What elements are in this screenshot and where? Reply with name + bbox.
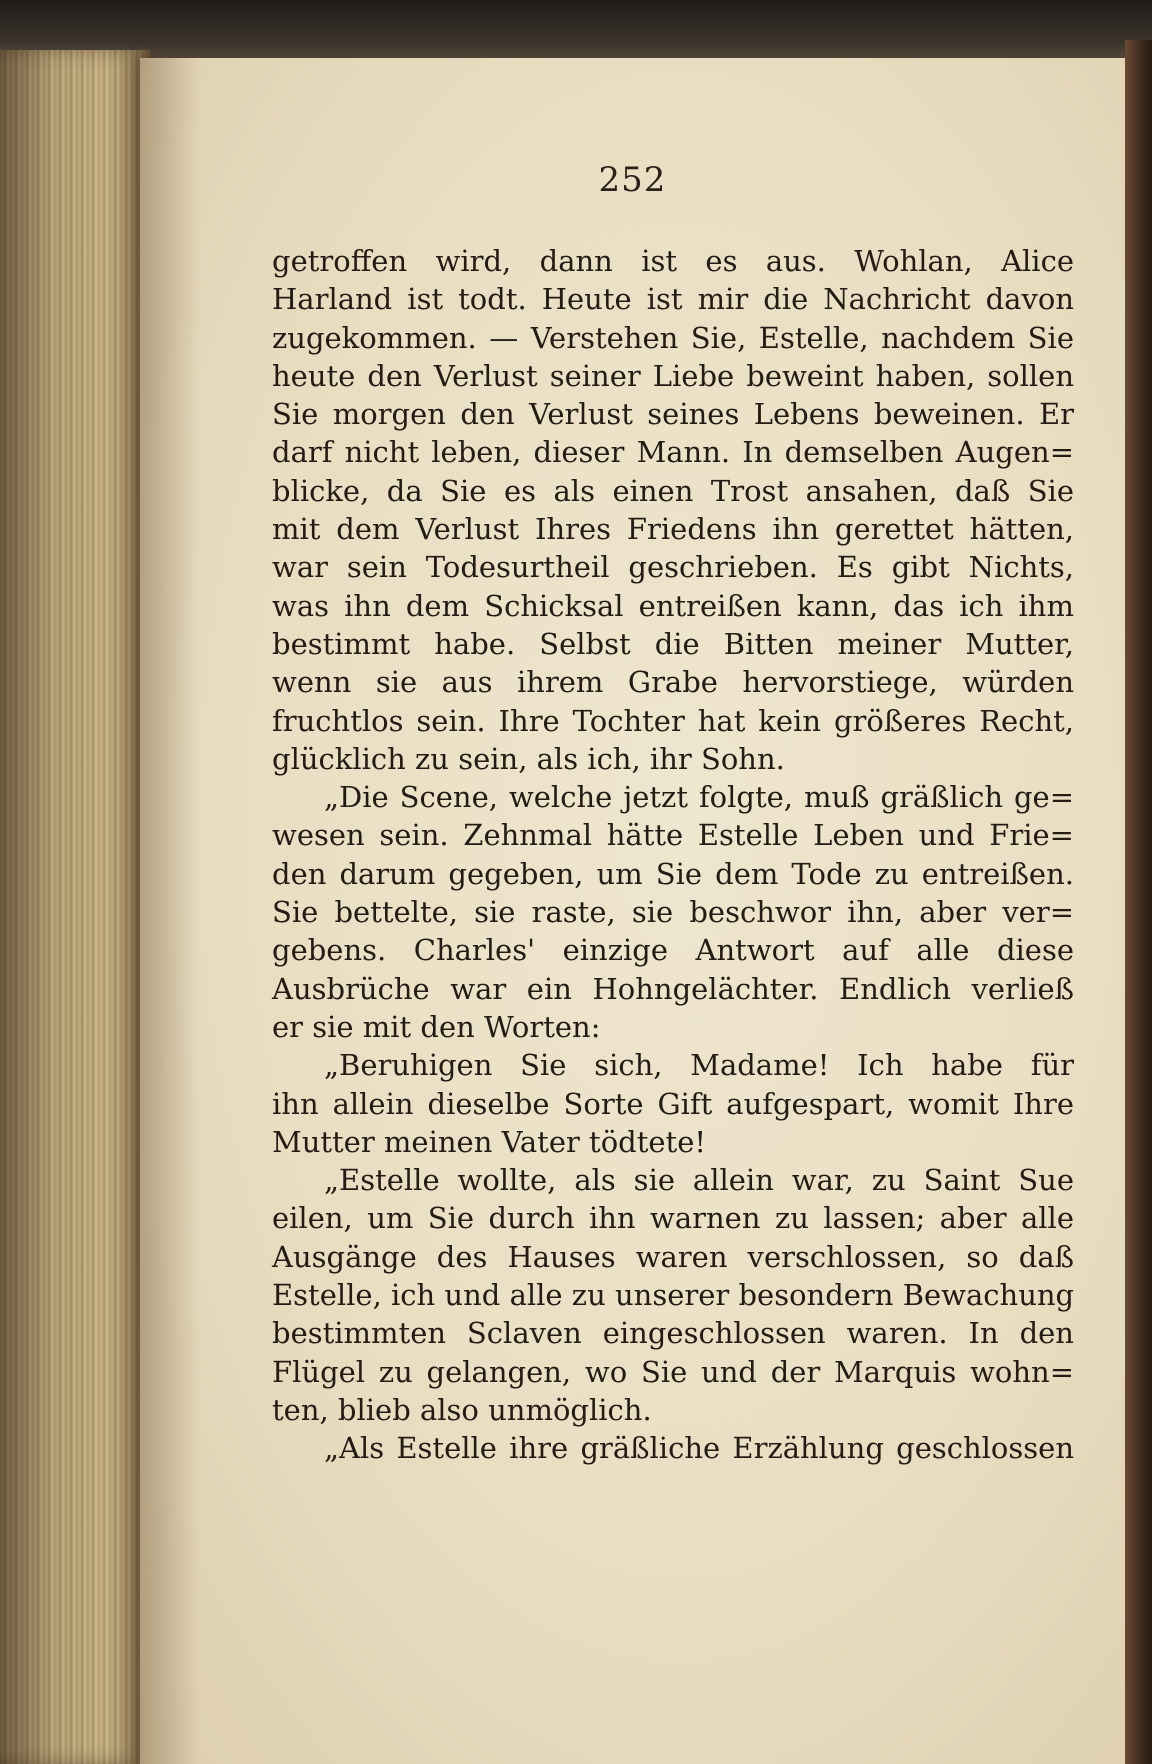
- text-line: mit dem Verlust Ihres Friedens ihn gerettet hätten,: [272, 512, 1074, 547]
- text-line: Estelle, ich und alle zu unserer besondern Bewachung: [272, 1278, 1075, 1313]
- text-line: Mutter meinen Vater tödtete!: [272, 1124, 707, 1159]
- text-line: Flügel zu gelangen, wo Sie und der Marquis wohn=: [272, 1354, 1074, 1389]
- text-line: heute den Verlust seiner Liebe beweint haben, sollen: [272, 358, 1074, 393]
- text-line: fruchtlos sein. Ihre Tochter hat kein größeres Recht,: [272, 703, 1074, 738]
- text-line: „Beruhigen Sie sich, Madame! Ich habe für: [324, 1048, 1074, 1083]
- text-line: war sein Todesurtheil geschrieben. Es gibt Nichts,: [272, 550, 1074, 585]
- text-line: „Als Estelle ihre gräßliche Erzählung geschlossen: [324, 1431, 1074, 1466]
- page-stack-shadow: [0, 50, 150, 1764]
- text-line: „Estelle wollte, als sie allein war, zu Saint Sue: [324, 1163, 1074, 1198]
- text-line: Harland ist todt. Heute ist mir die Nachricht davon: [272, 282, 1074, 317]
- text-line: Ausbrüche war ein Hohngelächter. Endlich verließ: [272, 971, 1074, 1006]
- text-line: bestimmten Sclaven eingeschlossen waren. In den: [272, 1316, 1074, 1351]
- body-text: [272, 242, 1074, 1468]
- book-cover-top-edge: [0, 0, 1152, 60]
- text-line: was ihn dem Schicksal entreißen kann, das ich ihm: [272, 588, 1074, 623]
- text-line: er sie mit den Worten:: [272, 1009, 601, 1044]
- text-line: wenn sie aus ihrem Grabe hervorstiege, würden: [272, 665, 1074, 700]
- gutter-shadow: [140, 58, 200, 1764]
- text-line: Sie morgen den Verlust seines Lebens beweinen. Er: [272, 397, 1074, 432]
- book-cover-right-edge: [1125, 40, 1152, 1764]
- text-line: blicke, da Sie es als einen Trost ansahen, daß Sie: [272, 473, 1074, 508]
- text-line: ten, blieb also unmöglich.: [272, 1392, 652, 1427]
- text-line: Sie bettelte, sie raste, sie beschwor ihn, aber ver=: [272, 895, 1074, 930]
- text-line: zugekommen. — Verstehen Sie, Estelle, nachdem Sie: [272, 320, 1074, 355]
- text-line: Ausgänge des Hauses waren verschlossen, so daß: [272, 1239, 1074, 1274]
- text-line: eilen, um Sie durch ihn warnen zu lassen; aber alle: [272, 1201, 1074, 1236]
- text-line: den darum gegeben, um Sie dem Tode zu entreißen.: [272, 856, 1074, 891]
- text-line: darf nicht leben, dieser Mann. In demselben Augen=: [272, 435, 1074, 470]
- page-number: 252: [598, 160, 667, 200]
- text-line: glücklich zu sein, als ich, ihr Sohn.: [272, 741, 785, 776]
- text-line: „Die Scene, welche jetzt folgte, muß gräßlich ge=: [324, 780, 1074, 815]
- text-line: getroffen wird, dann ist es aus. Wohlan, Alice: [272, 244, 1074, 278]
- text-line: wesen sein. Zehnmal hätte Estelle Leben und Frie=: [272, 818, 1074, 853]
- text-line: bestimmt habe. Selbst die Bitten meiner Mutter,: [272, 626, 1074, 661]
- text-line: ihn allein dieselbe Sorte Gift aufgespart, womit Ihre: [272, 1086, 1074, 1121]
- text-line: gebens. Charles' einzige Antwort auf alle diese: [272, 933, 1074, 968]
